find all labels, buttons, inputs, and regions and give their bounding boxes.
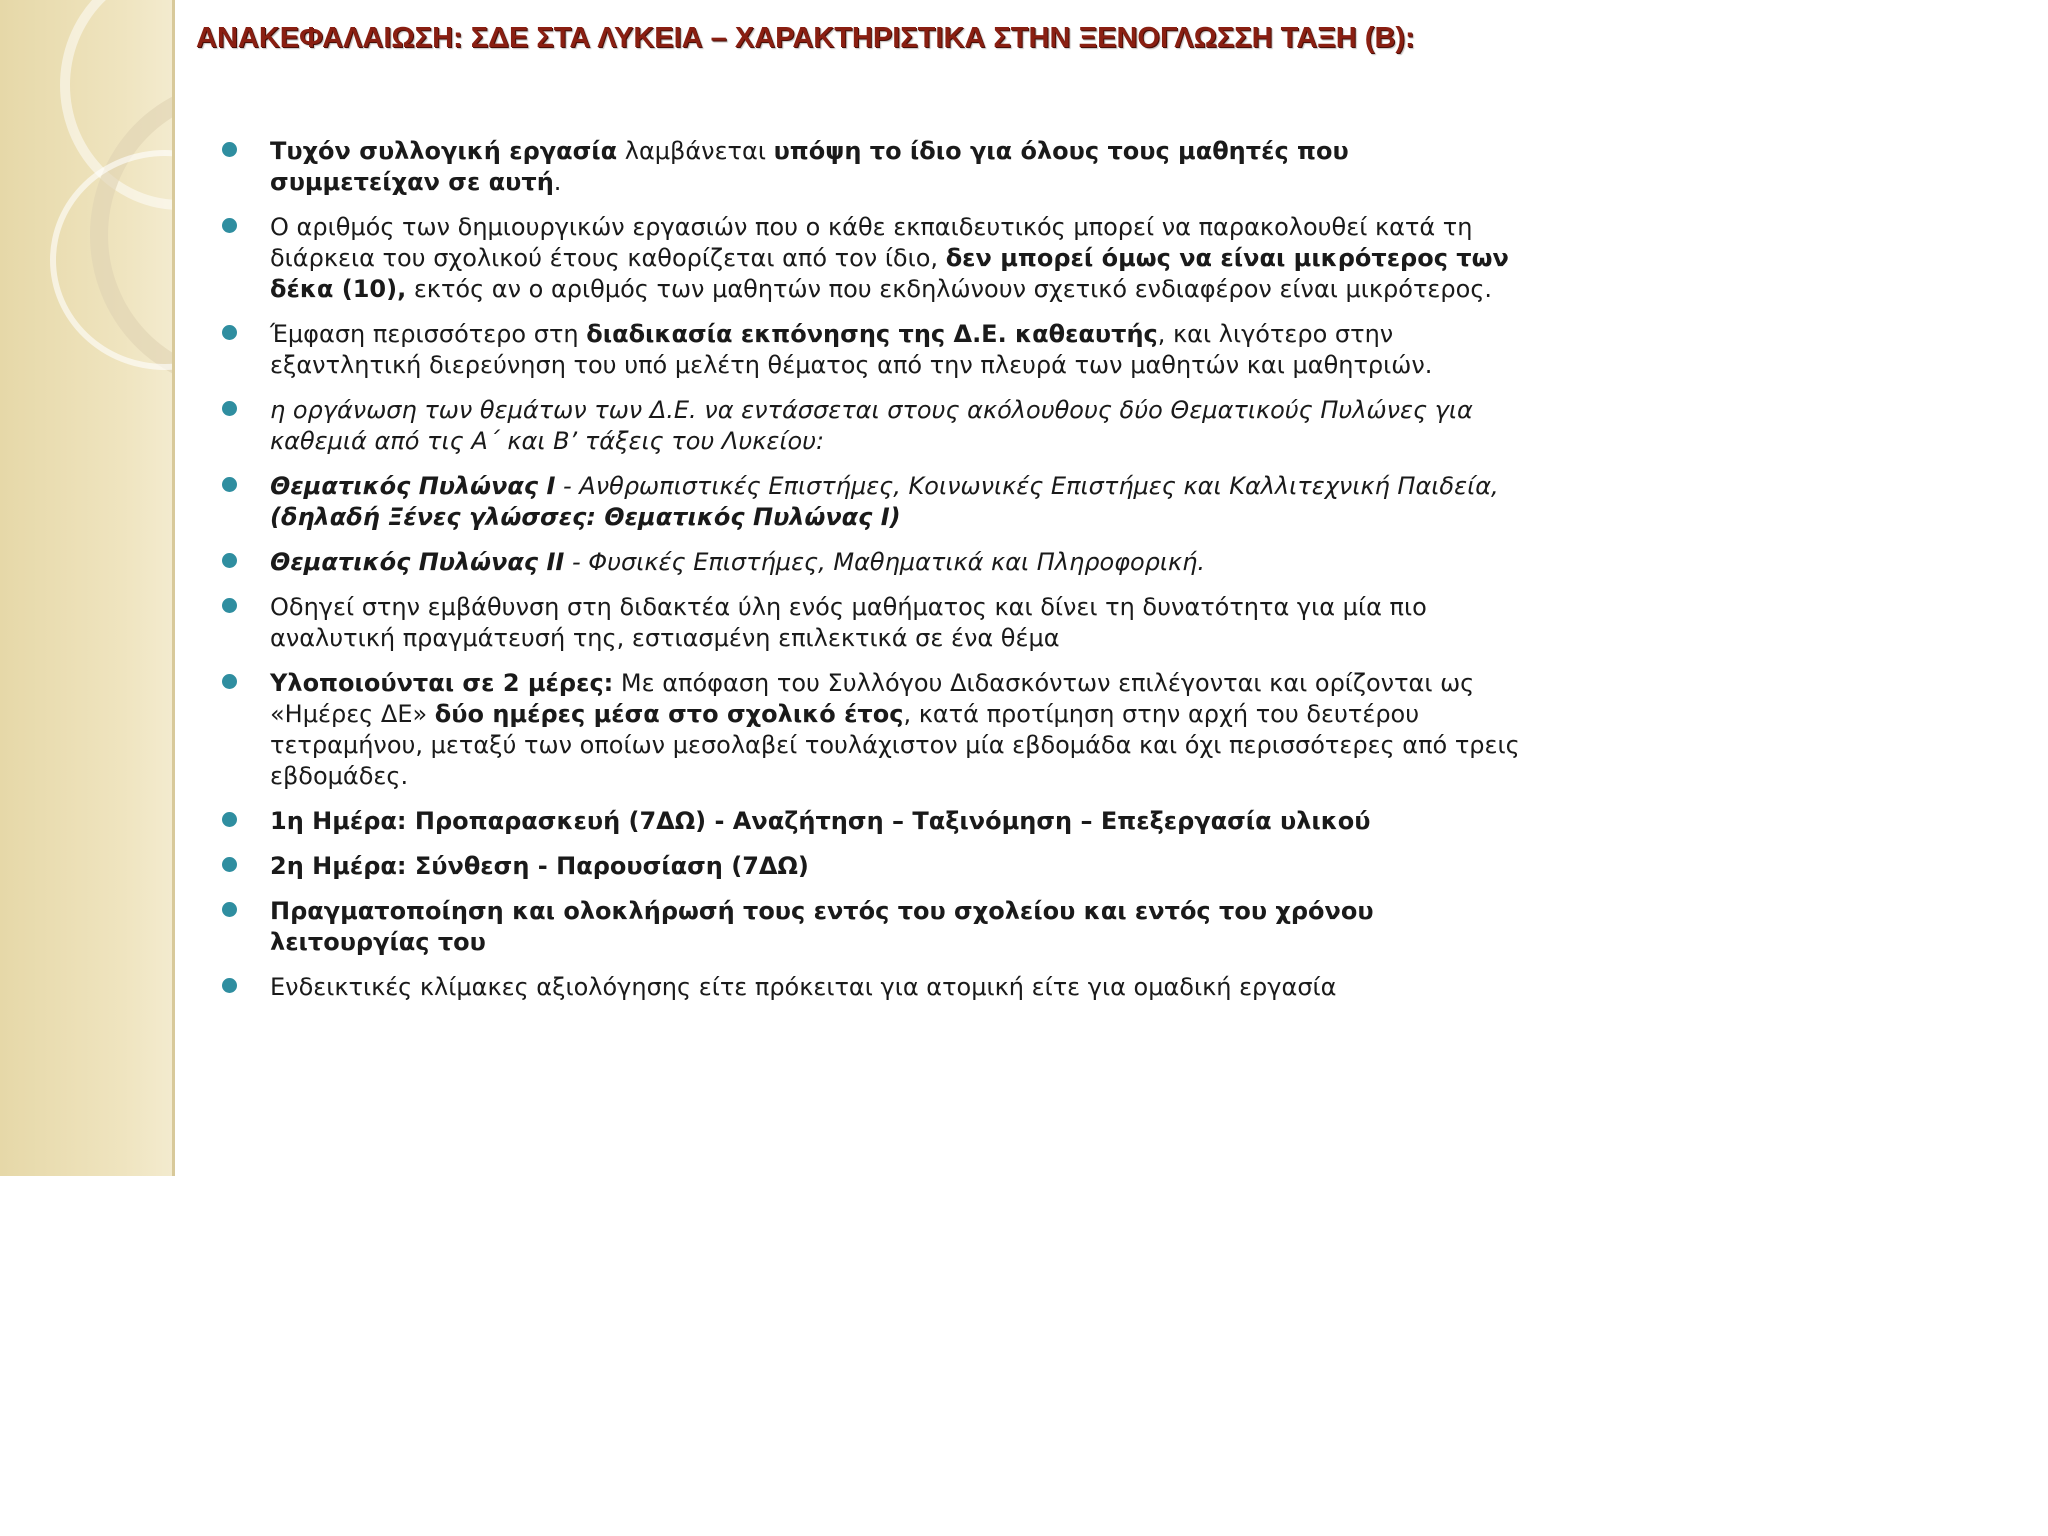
bullet-text bbox=[270, 897, 1374, 956]
bullet-item bbox=[222, 668, 1522, 792]
bullet-text bbox=[270, 213, 1509, 303]
bullet-dot-icon bbox=[222, 598, 237, 613]
bullet-text bbox=[270, 320, 1432, 379]
bullet-item bbox=[222, 212, 1522, 305]
bullet-text-run: εκτός αν ο αριθμός των μαθητών που εκδηλώνουν σχετικό ενδιαφέρον είναι μικρότερος. bbox=[406, 275, 1493, 303]
bullet-text bbox=[270, 137, 1349, 196]
bullet-dot-icon bbox=[222, 978, 237, 993]
bullet-text-run: Οδηγεί στην εμβάθυνση στη διδακτέα ύλη ενός μαθήματος και δίνει τη δυνατότητα για μία πιο αναλυτική πραγμάτευσή της, εστιασμένη επιλεκτικά σε ένα θέμα bbox=[270, 593, 1427, 652]
bullet-dot-icon bbox=[222, 401, 237, 416]
bullet-text bbox=[270, 396, 1473, 455]
bullet-text-run: Έμφαση περισσότερο στη bbox=[270, 320, 587, 348]
bullet-text-run: υπόψη το ίδιο για όλους τους μαθητές που συμμετείχαν σε αυτή bbox=[270, 137, 1349, 196]
bullet-text-run: , και λιγότερο στην εξαντλητική διερεύνηση του υπό μελέτη θέματος από την πλευρά των μαθητών και μαθητριών. bbox=[270, 320, 1433, 379]
bullet-text bbox=[270, 669, 1520, 790]
bullet-dot-icon bbox=[222, 674, 237, 689]
bullet-item bbox=[222, 547, 1522, 578]
bullet-text-run: Θεματικός Πυλώνας ΙΙ bbox=[270, 548, 565, 576]
bullet-text-run: Ο αριθμός των δημιουργικών εργασιών που ο κάθε εκπαιδευτικός μπορεί να παρακολουθεί κατά τη διάρκεια του σχολικού έτους καθορίζεται από τον ίδιο, bbox=[270, 213, 1473, 272]
bullet-text-run: . bbox=[553, 168, 562, 196]
bullet-text-run: Τυχόν συλλογική εργασία bbox=[270, 137, 618, 165]
decorative-sidebar bbox=[0, 0, 174, 1176]
sidebar-divider bbox=[172, 0, 175, 1176]
bullet-text-run: δύο ημέρες μέσα στο σχολικό έτος bbox=[434, 700, 904, 728]
bullet-item bbox=[222, 592, 1522, 654]
bullet-dot-icon bbox=[222, 142, 237, 157]
bullet-item bbox=[222, 851, 1522, 882]
bullet-item bbox=[222, 136, 1522, 198]
bullet-text-run: η οργάνωση των θεμάτων των Δ.Ε. να εντάσσεται στους ακόλουθους δύο Θεματικούς Πυλώνες για καθεμιά από τις Α΄ και Β’ τάξεις του Λυκείου: bbox=[270, 396, 1473, 455]
decorative-ring bbox=[50, 150, 174, 370]
bullet-text bbox=[270, 593, 1427, 652]
bullet-text bbox=[270, 973, 1336, 1001]
bullet-text-run: Ενδεικτικές κλίμακες αξιολόγησης είτε πρόκειται για ατομική είτε για ομαδική εργασία bbox=[270, 973, 1337, 1001]
bullet-dot-icon bbox=[222, 902, 237, 917]
bullet-item bbox=[222, 395, 1522, 457]
bullet-text-run: δεν μπορεί όμως να είναι μικρότερος των δέκα (10), bbox=[270, 244, 1509, 303]
slide-title: ΑΝΑΚΕΦΑΛΑΙΩΣΗ: ΣΔΕ ΣΤΑ ΛΥΚΕΙΑ – ΧΑΡΑΚΤΗΡΙΣΤΙΚΑ ΣΤΗΝ ΞΕΝΟΓΛΩΣΣΗ ΤΑΞΗ (Β): bbox=[196, 22, 1415, 54]
bullet-text-run: λαμβάνεται bbox=[617, 137, 774, 165]
bullet-dot-icon bbox=[222, 218, 237, 233]
bullet-text-run: (δηλαδή Ξένες γλώσσες: Θεματικός Πυλώνας Ι) bbox=[270, 503, 901, 531]
bullet-text-run: , κατά προτίμηση στην αρχή του δευτέρου τετραμήνου, μεταξύ των οποίων μεσολαβεί τουλάχιστον μία εβδομάδα και όχι περισσότερες από τρεις εβδομάδες. bbox=[270, 700, 1520, 790]
bullet-text-run: 2η Ημέρα: Σύνθεση - Παρουσίαση (7ΔΩ) bbox=[270, 852, 809, 880]
bullet-text bbox=[270, 548, 1205, 576]
bullet-item bbox=[222, 972, 1522, 1003]
bullet-text-run: - Φυσικές Επιστήμες, Μαθηματικά και Πληροφορική. bbox=[564, 548, 1206, 576]
bullet-item bbox=[222, 319, 1522, 381]
bullet-text-run: Με απόφαση του Συλλόγου Διδασκόντων επιλέγονται και ορίζονται ως «Ημέρες ΔΕ» bbox=[270, 669, 1475, 728]
bullet-item bbox=[222, 806, 1522, 837]
bullet-text bbox=[270, 807, 1371, 835]
bullet-text bbox=[270, 852, 809, 880]
bullet-text-run: Θεματικός Πυλώνας Ι bbox=[270, 472, 556, 500]
bullet-item bbox=[222, 471, 1522, 533]
bullet-dot-icon bbox=[222, 325, 237, 340]
bullet-list bbox=[222, 136, 1522, 1017]
bullet-dot-icon bbox=[222, 857, 237, 872]
bullet-text-run: Πραγματοποίηση και ολοκλήρωσή τους εντός του σχολείου και εντός του χρόνου λειτουργίας του bbox=[270, 897, 1374, 956]
bullet-text-run: 1η Ημέρα: Προπαρασκευή (7ΔΩ) - Αναζήτηση – Ταξινόμηση – Επεξεργασία υλικού bbox=[270, 807, 1371, 835]
bullet-text-run: Υλοποιούνται σε 2 μέρες: bbox=[270, 669, 614, 697]
bullet-text-run: - Ανθρωπιστικές Επιστήμες, Κοινωνικές Επιστήμες και Καλλιτεχνική Παιδεία, bbox=[555, 472, 1499, 500]
bullet-text bbox=[270, 472, 1499, 531]
bullet-dot-icon bbox=[222, 477, 237, 492]
bullet-dot-icon bbox=[222, 553, 237, 568]
bullet-item bbox=[222, 896, 1522, 958]
bullet-dot-icon bbox=[222, 812, 237, 827]
bullet-text-run: διαδικασία εκπόνησης της Δ.Ε. καθεαυτής bbox=[586, 320, 1158, 348]
